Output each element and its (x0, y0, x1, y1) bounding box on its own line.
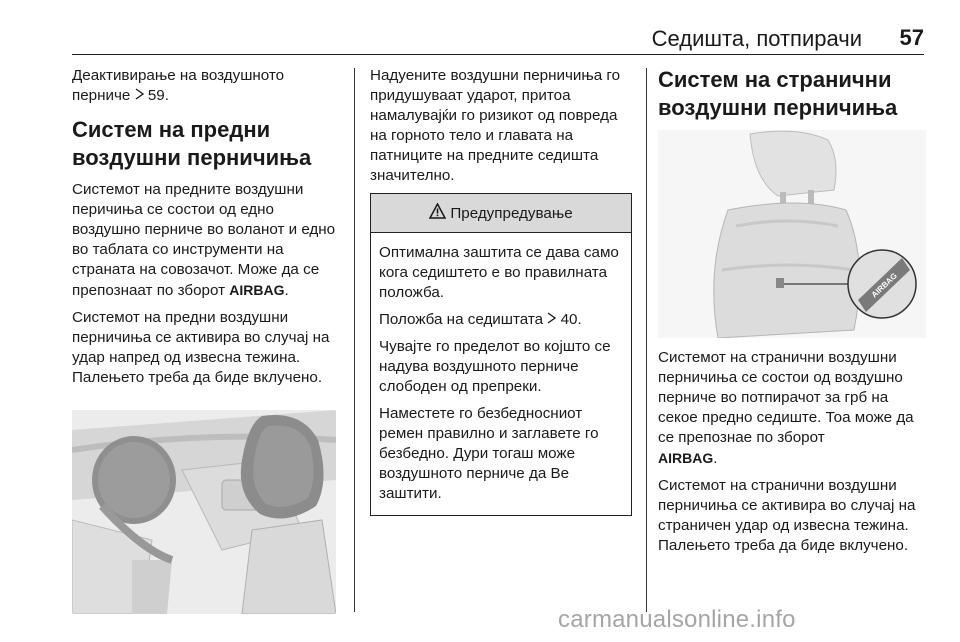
reference-arrow-icon (547, 311, 560, 328)
airbag-keyword: AIRBAG (229, 282, 285, 298)
page-reference-link[interactable]: 59. (147, 87, 169, 104)
front-airbag-illustration (72, 410, 336, 614)
side-airbag-paragraph-2: Системот на странични воздушни перничиња се активира во случај на страничен удар од извесна тежина. Палењето треба да биде вклучено. (658, 477, 916, 554)
header-rule (72, 54, 924, 55)
front-airbag-paragraph-2: Системот на предни воздушни перничиња се активира во случај на удар напред од извесна тежина. Палењето треба да биде вклучено. (72, 309, 330, 386)
airbag-keyword: AIRBAG (658, 450, 714, 466)
side-airbag-illustration (658, 130, 926, 338)
section-title: Седишта, потпирачи (651, 26, 862, 51)
reference-arrow-icon (135, 87, 148, 104)
page-number: 57 (899, 25, 924, 50)
intro-paragraph: Деактивирање на воздушното перниче 59. (72, 67, 285, 104)
page-header (0, 0, 960, 60)
warning-box (370, 193, 632, 516)
front-airbag-paragraph-1: Системот на предните воздушни перичиња се состои од едно воздушно перниче во воланот и едно во таблата со инструменти на страната на совозачот. Може да се препознаат по зборот AIRBAG. (72, 181, 336, 299)
side-airbag-paragraph-1: Системот на странични воздушни перничиња се состои од воздушно перниче во потпирачот за грб на секое предно седиште. Тоа може да се препознае по зборот AIRBAG. (658, 349, 914, 467)
column-left (72, 60, 344, 614)
warning-triangle-icon (429, 203, 450, 223)
airbag-effect-paragraph: Надуените воздушни перничиња го придушуваат ударот, притоа намалувајќи го ризикот од повреда на горното тело и главата на патниците на предните седишта значително. (370, 67, 621, 184)
side-airbag-heading: Систем на странични воздушни перничиња (658, 67, 898, 120)
warning-title: Предупредување (450, 204, 573, 222)
column-middle (370, 60, 632, 516)
warning-header (371, 194, 631, 233)
warning-body (371, 233, 631, 515)
front-airbag-heading: Систем на предни воздушни перничиња (72, 117, 312, 170)
warning-paragraph-3: Чувајте го пределот во којшто се надува воздушното перниче слободен од препреки. (379, 338, 611, 395)
airbag-label-text: AIRBAG (869, 271, 899, 300)
warning-paragraph-4: Наместете го безбедносниот ремен правилно и заглавете го безбедно. Дури тогаш може воздушното перниче да Ве заштити. (379, 405, 599, 502)
watermark: carmanualsonline.info (558, 606, 796, 633)
warning-paragraph-2: Положба на седиштата 40. (379, 311, 582, 328)
warning-paragraph-1: Оптимална заштита се дава само кога седиштето е во правилната положба. (379, 244, 619, 301)
column-right (658, 60, 926, 563)
column-divider (354, 68, 355, 612)
page-reference-link[interactable]: 40. (560, 311, 582, 328)
column-divider (646, 68, 647, 612)
